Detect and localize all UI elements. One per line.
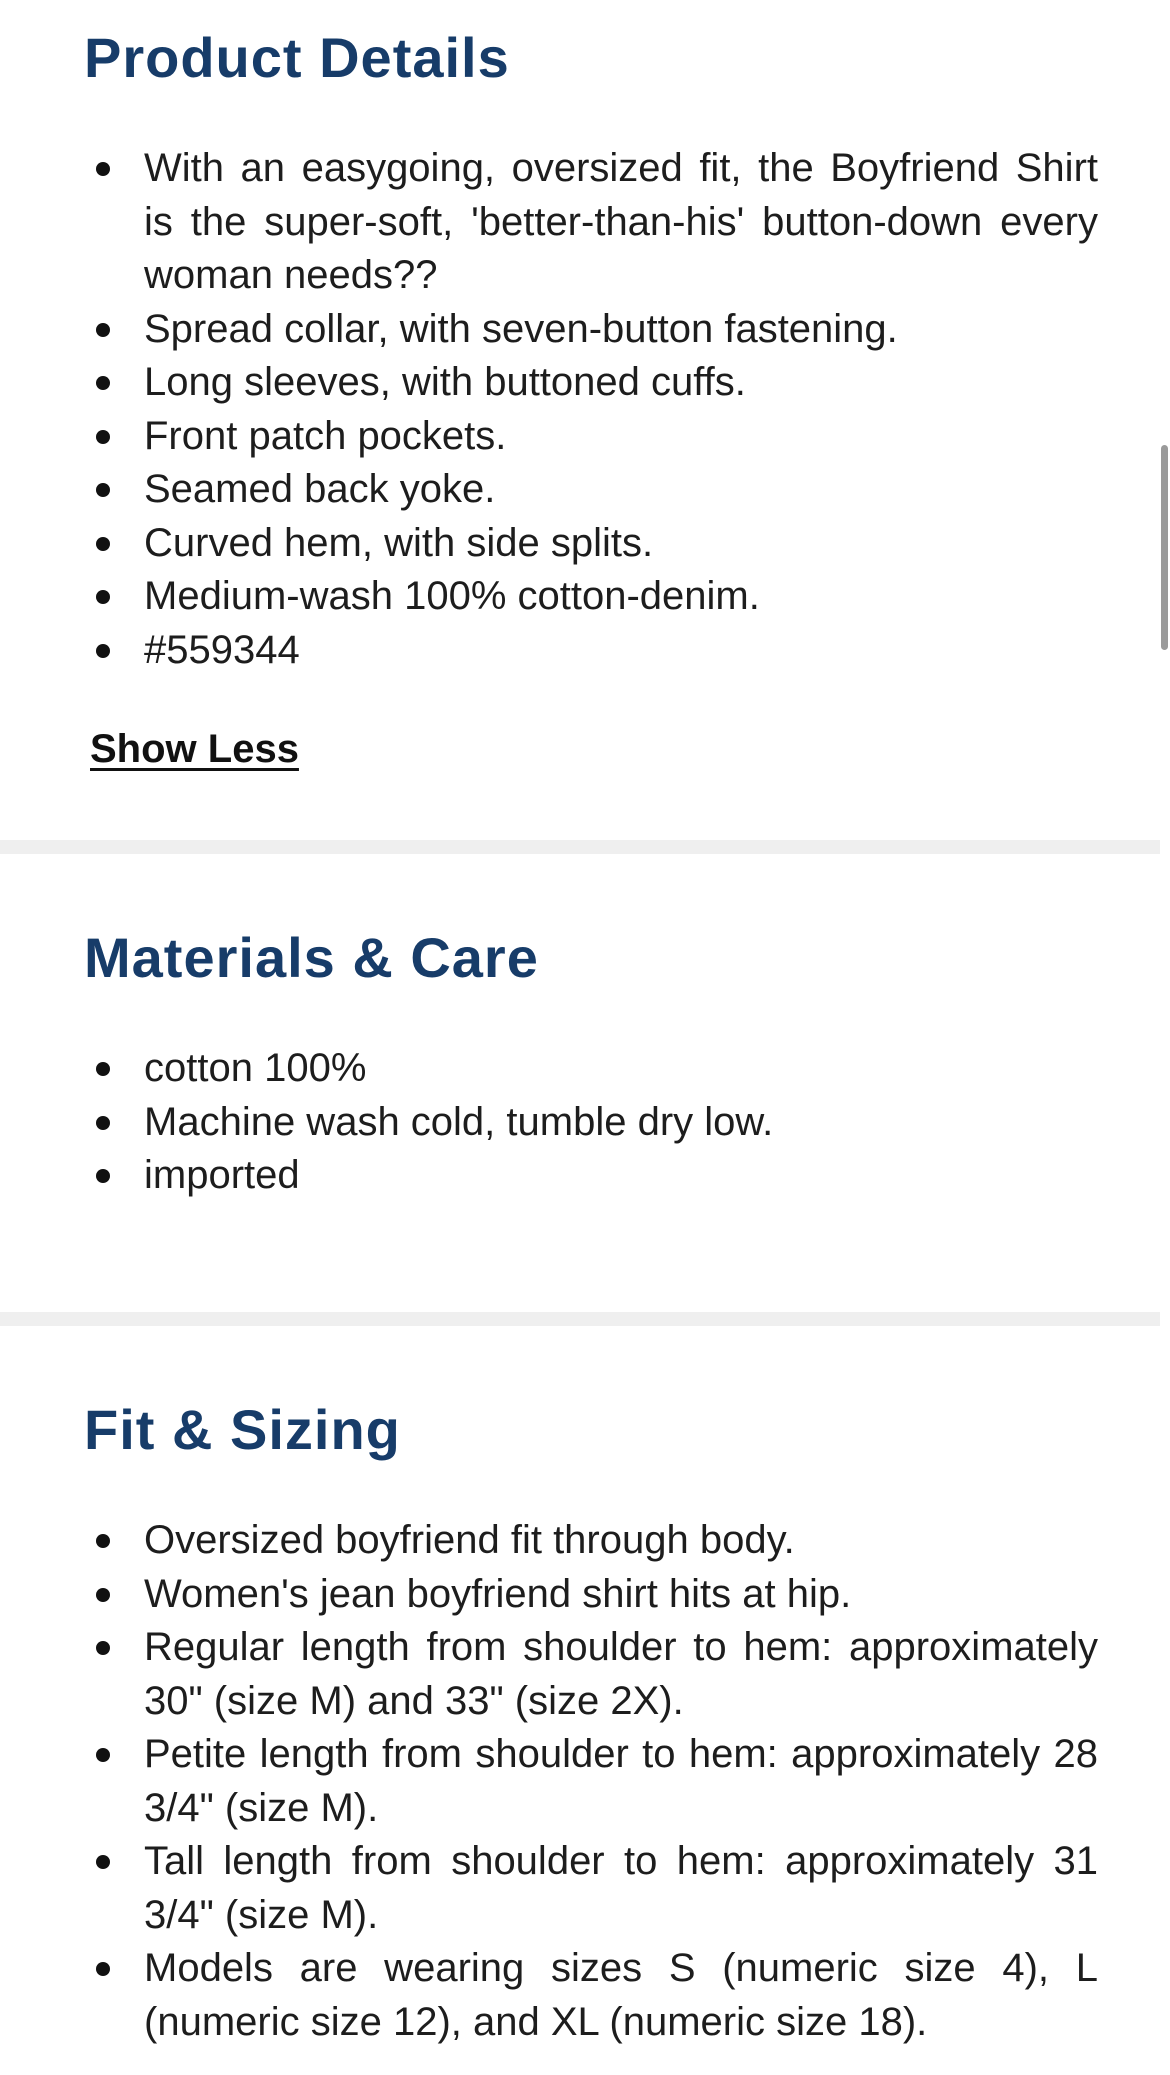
product-details-list (84, 142, 1098, 677)
list-item: Medium-wash 100% cotton-denim. (84, 570, 1098, 624)
list-item: Oversized boyfriend fit through body. (84, 1514, 1098, 1568)
list-item: imported (84, 1149, 1098, 1203)
list-item: Long sleeves, with buttoned cuffs. (84, 356, 1098, 410)
list-item: With an easygoing, oversized fit, the Boyfriend Shirt is the super-soft, 'better-than-his' button-down every woman needs?? (84, 142, 1098, 303)
list-item: Seamed back yoke. (84, 463, 1098, 517)
list-item: Models are wearing sizes S (numeric size 4), L (numeric size 12), and XL (numeric size 18). (84, 1942, 1098, 2049)
product-details-section (0, 0, 1160, 840)
section-divider (0, 840, 1160, 854)
list-item: Curved hem, with side splits. (84, 517, 1098, 571)
list-item: Spread collar, with seven-button fastening. (84, 303, 1098, 357)
list-item: cotton 100% (84, 1042, 1098, 1096)
materials-care-section (0, 854, 1160, 1312)
list-item: Regular length from shoulder to hem: approximately 30" (size M) and 33" (size 2X). (84, 1621, 1098, 1728)
section-divider (0, 1312, 1160, 1326)
scrollbar-thumb[interactable] (1161, 445, 1168, 650)
list-item: Machine wash cold, tumble dry low. (84, 1096, 1098, 1150)
materials-care-heading: Materials & Care (84, 926, 539, 989)
fit-sizing-section (0, 1326, 1160, 2075)
fit-sizing-list (84, 1514, 1098, 2049)
list-item: Tall length from shoulder to hem: approximately 31 3/4" (size M). (84, 1835, 1098, 1942)
list-item: Front patch pockets. (84, 410, 1098, 464)
product-details-heading: Product Details (84, 26, 510, 89)
materials-care-list (84, 1042, 1098, 1203)
show-less-link[interactable]: Show Less (90, 727, 299, 771)
list-item: Petite length from shoulder to hem: approximately 28 3/4" (size M). (84, 1728, 1098, 1835)
list-item: Women's jean boyfriend shirt hits at hip. (84, 1568, 1098, 1622)
page-scrollbar[interactable] (1160, 0, 1170, 2075)
list-item: #559344 (84, 624, 1098, 678)
fit-sizing-heading: Fit & Sizing (84, 1398, 401, 1461)
